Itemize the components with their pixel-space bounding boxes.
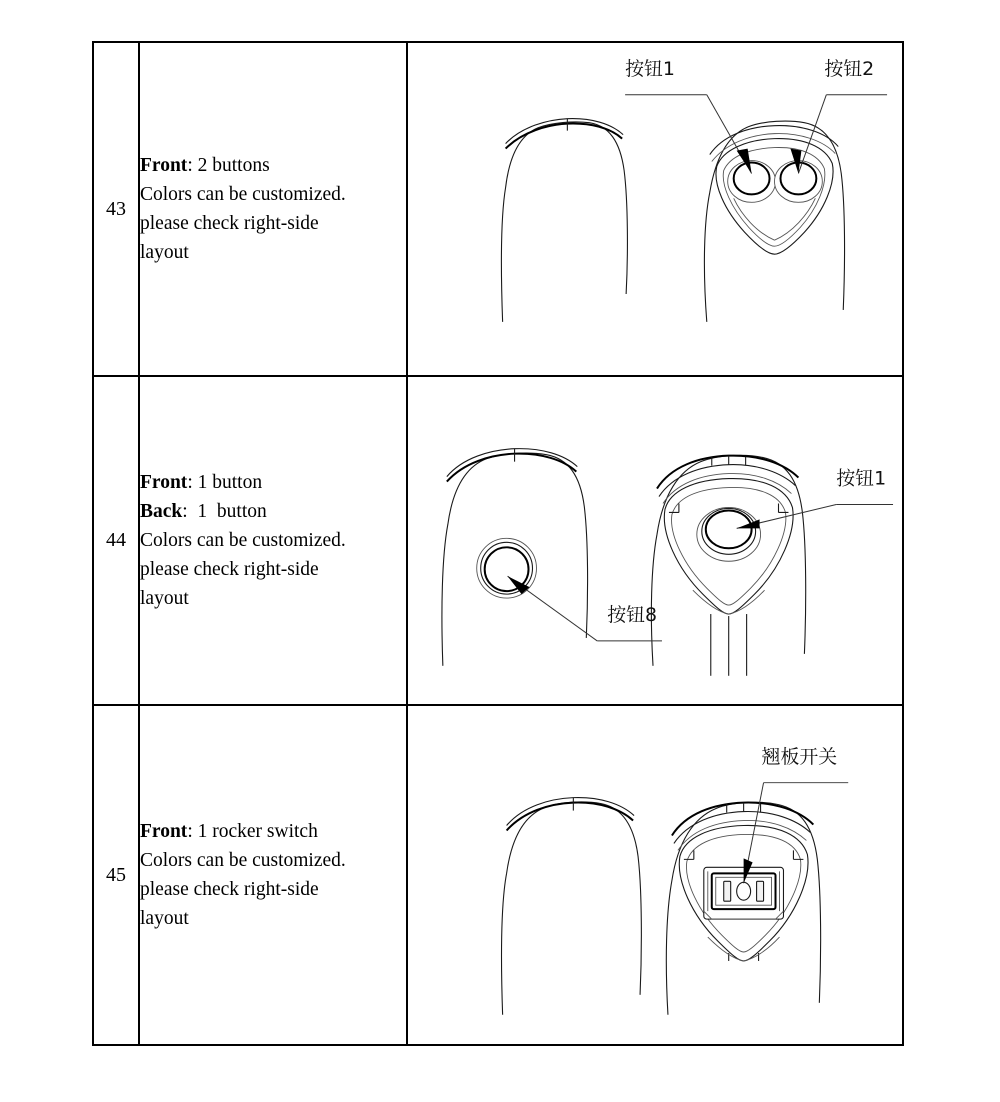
specification-table	[92, 41, 904, 1046]
view-front-two-buttons	[704, 121, 844, 322]
button-back[interactable]	[477, 538, 537, 598]
row-drawing-cell	[407, 376, 903, 706]
button-front[interactable]	[697, 507, 761, 561]
row-number-cell	[93, 705, 139, 1045]
description-line: Colors can be customized.	[140, 183, 346, 205]
description-line: please check right-side	[140, 212, 319, 234]
table-row	[93, 705, 903, 1045]
callout-label-button-1: 按钮1	[836, 467, 887, 490]
view-back-one-button	[442, 448, 588, 665]
row-number-cell	[93, 42, 139, 376]
description-line: layout	[140, 908, 189, 930]
callout-label-button-2: 按钮2	[824, 57, 875, 80]
description-line: Colors can be customized.	[140, 850, 346, 872]
description-lead-value: : 1 rocker switch	[187, 821, 318, 843]
view-back-plain-shell	[501, 119, 627, 322]
callout-button-2	[790, 58, 887, 174]
row-number: 43	[106, 197, 126, 220]
description-line: layout	[140, 241, 189, 263]
row-description-cell	[139, 42, 407, 376]
description-line: layout	[140, 587, 189, 609]
description-lead-label: Front	[140, 821, 188, 843]
description-lead-line	[140, 817, 406, 846]
description-line: please check right-side	[140, 879, 319, 901]
description-lead-line	[140, 468, 406, 497]
description-line: please check right-side	[140, 558, 319, 580]
view-front-one-button	[651, 455, 805, 675]
row-description-cell	[139, 705, 407, 1045]
view-front-rocker-switch	[666, 803, 820, 1015]
row-drawing-cell	[407, 42, 903, 376]
description-lead-label-2: Back	[140, 500, 183, 522]
row-number: 44	[106, 529, 126, 552]
description-lead-label: Front	[140, 154, 188, 176]
description-text	[140, 817, 406, 933]
callout-label-button-1: 按钮1	[625, 57, 675, 80]
row-description-cell	[139, 376, 407, 706]
technical-drawing-row-44	[408, 377, 902, 705]
row-drawing-cell	[407, 705, 903, 1045]
description-text	[140, 151, 406, 267]
table-row	[93, 376, 903, 706]
callout-rocker-switch	[744, 746, 849, 884]
technical-drawing-row-45	[408, 706, 902, 1044]
table-row	[93, 42, 903, 376]
description-lead-line-2	[140, 497, 406, 526]
description-line: Colors can be customized.	[140, 529, 346, 551]
description-lead-value: : 2 buttons	[187, 154, 270, 176]
description-lead-value-2: : 1 button	[182, 500, 267, 522]
description-text	[140, 468, 406, 613]
description-lead-value: : 1 button	[187, 471, 263, 493]
description-lead-label: Front	[140, 471, 188, 493]
callout-button-1	[625, 58, 751, 174]
view-back-plain-shell	[501, 798, 641, 1015]
callout-label-rocker-switch: 翘板开关	[761, 746, 838, 769]
row-number: 45	[106, 864, 126, 887]
row-number-cell	[93, 376, 139, 706]
button-left[interactable]	[728, 161, 776, 203]
callout-label-button-8: 按钮8	[607, 603, 658, 626]
description-lead-line	[140, 151, 406, 180]
technical-drawing-row-43	[408, 43, 902, 375]
